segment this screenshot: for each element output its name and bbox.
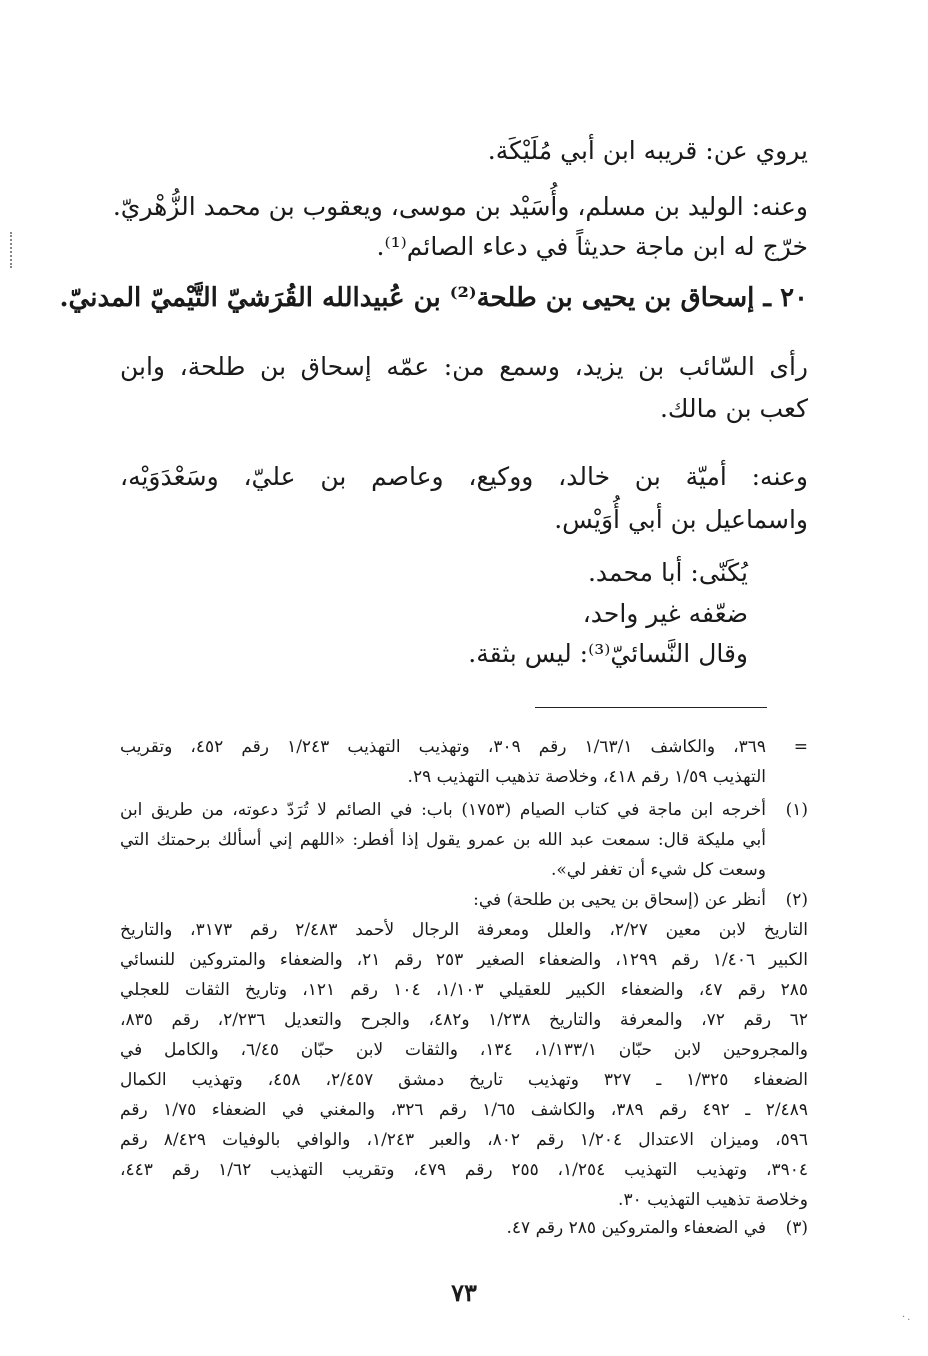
- entry-narrated-by-line-end: واسماعيل بن أبي أُوَيْس.: [554, 505, 808, 534]
- footnote-2-line: والمجروحين لابن حبّان ١/١٣٣/١، ١٣٤، والثقات لابن حبّان ٦/٤٥، والكامل في: [120, 1040, 808, 1060]
- footnote-2-line: الضعفاء ١/٣٢٥ ـ ٣٢٧ وتهذيب تاريخ دمشق ٢/٤٥٧، ٤٥٨، وتهذيب الكمال: [120, 1070, 808, 1090]
- footnote-2-line: وخلاصة تذهيب التهذيب ٣٠.: [618, 1190, 808, 1210]
- entry-saw-heard-line: رأى السّائب بن يزيد، وسمع من: عمّه إسحاق بن طلحة، وابن: [120, 352, 808, 381]
- page-number: ٧٣: [451, 1278, 477, 1307]
- footnote-2-line: ٢/٤٨٩ ـ ٤٩٢ رقم ٣٨٩، والكاشف ١/٦٥ رقم ٣٢٦، والمغني في الضعفاء ١/٧٥ رقم: [120, 1100, 808, 1120]
- footnote-2-marker: (٢): [785, 890, 808, 910]
- footnote-continuation-marker: =: [793, 737, 808, 757]
- footnote-2-line: التاريخ لابن معين ٢/٢٧، والعلل ومعرفة الرجال لأحمد ٢/٤٨٣ رقم ٣١٧٣، والتاريخ: [120, 920, 808, 940]
- footnote-2-line: ٦٢ رقم ٧٢، والمعرفة والتاريخ ١/٢٣٨ و٤٨٢، والجرح والتعديل ٢/٢٣٦، رقم ٨٣٥،: [120, 1010, 808, 1030]
- footnote-2-line: ٣٩٠٤، وتهذيب التهذيب ١/٢٥٤، ٢٥٥ رقم ٤٧٩، وتقريب التهذيب ١/٦٢ رقم ٤٤٣،: [120, 1160, 809, 1180]
- footnote-1-line: أبي مليكة قال: سمعت عبد الله بن عمرو يقول إذا أفطر: «اللهم إني أسألك برحمتك التي: [120, 830, 766, 850]
- footnote-1-line: وسعت كل شيء أن تغفر لي».: [550, 860, 766, 880]
- entry-heading: ٢٠ ـ إسحاق بن يحيى بن طلحة⁽²⁾ بن عُبيدالله القُرَشيّ التَّيْميّ المدنيّ.: [59, 283, 808, 313]
- footnote-2-line: ٥٩٦، وميزان الاعتدال ١/٢٠٤ رقم ٨٠٢، والعبر ١/٢٤٣، والوافي بالوفيات ٨/٤٢٩ رقم: [120, 1130, 808, 1150]
- entry-saw-heard-line-end: كعب بن مالك.: [659, 394, 808, 423]
- footnote-continuation-line: ٣٦٩، والكاشف ١/٦٣/١ رقم ٣٠٩، وتهذيب التهذيب ١/٢٤٣ رقم ٤٥٢، وتقريب: [120, 737, 766, 757]
- footnote-2-line: الكبير ١/٤٠٦ رقم ١٢٩٩، والضعفاء الصغير ٢٥٣ رقم ٢١، والضعفاء والمتروكين للنسائي: [120, 950, 808, 970]
- scan-corner-dots: ·.: [902, 1312, 913, 1323]
- footnote-1-line: أخرجه ابن ماجة في كتاب الصيام (١٧٥٣) باب: في الصائم لا تُرَدّ دعوته، من طريق ابن: [120, 800, 766, 820]
- footnote-divider: [535, 707, 767, 708]
- footnote-1-marker: (١): [785, 800, 808, 820]
- footnote-3-marker: (٣): [785, 1218, 808, 1238]
- footnote-continuation-line: التهذيب ١/٥٩ رقم ٤١٨، وخلاصة تذهيب التهذيب ٢٩.: [407, 767, 766, 787]
- entry-narrated-by-line: وعنه: أميّة بن خالد، ووكيع، وعاصم بن عليّ، وسَعْدَوَيْه،: [120, 462, 808, 491]
- narrates-from-line: يروي عن: قريبه ابن أبي مُلَيْكَة.: [487, 136, 808, 165]
- nasai-line: وقال النَّسائيّ⁽³⁾: ليس بثقة.: [468, 639, 748, 668]
- footnote-2-line: ٢٨٥ رقم ٤٧، والضعفاء الكبير للعقيلي ١/١٠٣، ١٠٤ رقم ١٢١، وتاريخ الثقات للعجلي: [120, 980, 808, 1000]
- hadith-note-line: خرّج له ابن ماجة حديثاً في دعاء الصائم⁽¹⁾.: [376, 232, 808, 261]
- footnote-2-line: أنظر عن (إسحاق بن يحيى بن طلحة) في:: [473, 890, 766, 910]
- footnote-3-line: في الضعفاء والمتروكين ٢٨٥ رقم ٤٧.: [506, 1218, 766, 1238]
- weakened-line: ضعّفه غير واحد،: [582, 599, 748, 628]
- kunya-line: يُكَنّى: أبا محمد.: [587, 558, 748, 587]
- binding-margin-mark: [10, 232, 14, 268]
- narrated-by-line: وعنه: الوليد بن مسلم، وأُسَيْد بن موسى، ويعقوب بن محمد الزُّهْريّ.: [112, 192, 808, 221]
